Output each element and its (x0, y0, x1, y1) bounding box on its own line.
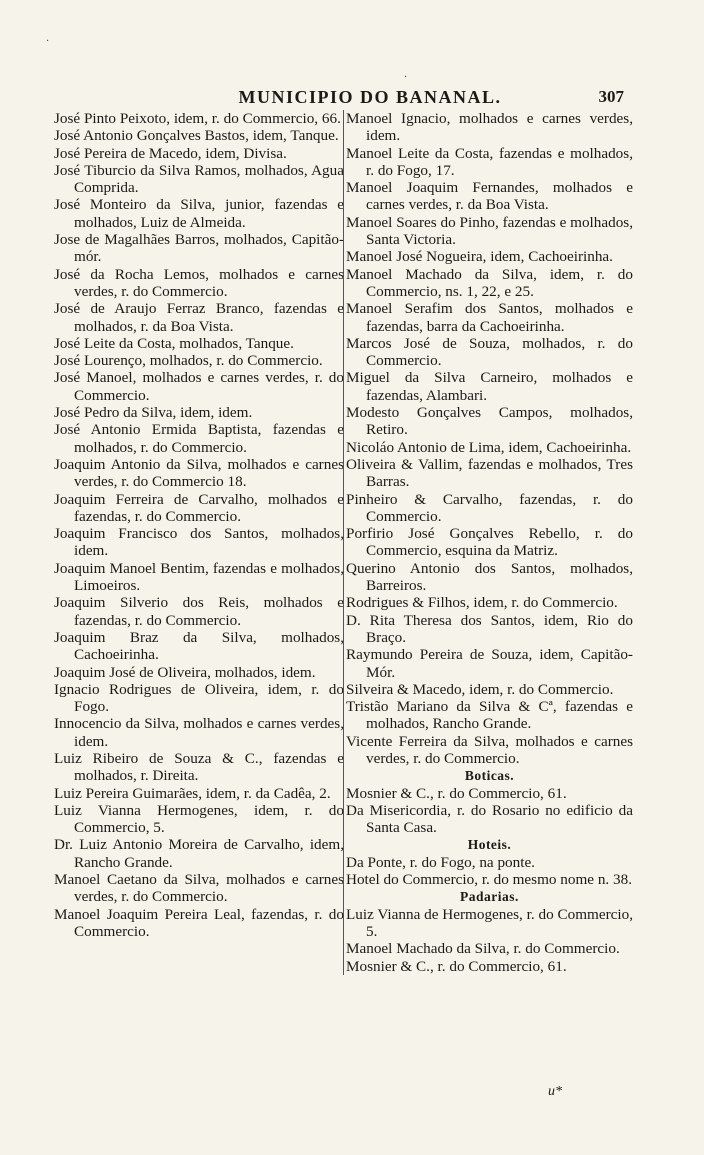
directory-entry: Tristão Mariano da Silva & Cª, fazendas e molhados, Rancho Grande. (346, 698, 633, 733)
directory-entry: José Antonio Gonçalves Bastos, idem, Tanque. (54, 127, 339, 145)
directory-entry: Querino Antonio dos Santos, molhados, Barreiros. (346, 559, 633, 595)
directory-entry: Joaquim José de Oliveira, molhados, idem. (54, 663, 316, 681)
section-heading-padarias: Padarias. (460, 889, 519, 905)
hoteis-list (346, 854, 633, 889)
directory-entry: Vicente Ferreira da Silva, molhados e carnes verdes, r. do Commercio. (346, 732, 633, 767)
directory-entry: Da Misericordia, r. do Rosario no edificio da Santa Casa. (346, 801, 633, 837)
directory-entry: Dr. Luiz Antonio Moreira de Carvalho, idem, Rancho Grande. (54, 836, 344, 871)
directory-entry: Manoel Soares do Pinho, fazendas e molhados, Santa Victoria. (346, 213, 633, 249)
signature-mark: u* (548, 1084, 562, 1099)
directory-entry: Silveira & Macedo, idem, r. do Commercio. (346, 680, 614, 698)
directory-entry: Miguel da Silva Carneiro, molhados e fazendas, Alambari. (346, 369, 633, 404)
directory-entry: Hotel do Commercio, r. do mesmo nome n. 38. (346, 871, 632, 889)
directory-entry: Joaquim Manoel Bentim, fazendas e molhados, Limoeiros. (54, 559, 344, 595)
directory-entry: José Pereira de Macedo, idem, Divisa. (54, 144, 287, 162)
page-header (60, 87, 630, 109)
page-title: MUNICIPIO DO BANANAL. (238, 87, 502, 107)
directory-entry: José Lourenço, molhados, r. do Commercio. (54, 352, 323, 370)
directory-entry: José Leite da Costa, molhados, Tanque. (54, 334, 294, 352)
left-column (54, 110, 344, 940)
boticas-list (346, 785, 633, 837)
directory-entry: José Tiburcio da Silva Ramos, molhados, Agua Comprida. (54, 161, 344, 197)
directory-entry: José Antonio Ermida Baptista, fazendas e molhados, r. do Commercio. (54, 421, 344, 456)
directory-entry: Innocencio da Silva, molhados e carnes verdes, idem. (54, 715, 344, 750)
directory-entry: Jose de Magalhães Barros, molhados, Capitão-mór. (54, 231, 344, 266)
directory-entry: José Pinto Peixoto, idem, r. do Commercio, 66. (54, 110, 341, 127)
directory-entry: Joaquim Francisco dos Santos, molhados, idem. (54, 525, 344, 560)
directory-entry: Joaquim Ferreira de Carvalho, molhados e fazendas, r. do Commercio. (54, 490, 344, 525)
directory-entry: José Monteiro da Silva, junior, fazendas e molhados, Luiz de Almeida. (54, 196, 344, 231)
directory-entry: José da Rocha Lemos, molhados e carnes verdes, r. do Commercio. (54, 265, 344, 300)
print-speck: · (404, 72, 408, 83)
directory-entry: José de Araujo Ferraz Branco, fazendas e molhados, r. da Boa Vista. (54, 300, 344, 335)
directory-entry: D. Rita Theresa dos Santos, idem, Rio do Braço. (346, 611, 633, 646)
section-heading-hoteis: Hoteis. (467, 837, 512, 853)
directory-entry: Joaquim Silverio dos Reis, molhados e fazendas, r. do Commercio. (54, 594, 344, 629)
directory-entry: Mosnier & C., r. do Commercio, 61. (346, 784, 567, 802)
directory-entry: Mosnier & C., r. do Commercio, 61. (346, 957, 567, 975)
directory-entry: Pinheiro & Carvalho, fazendas, r. do Commercio. (346, 490, 633, 525)
directory-entry: Raymundo Pereira de Souza, idem, Capitão-Mór. (346, 646, 633, 681)
directory-entry: Joaquim Braz da Silva, molhados, Cachoeirinha. (54, 628, 344, 664)
directory-entry: Rodrigues & Filhos, idem, r. do Commercio. (346, 594, 618, 612)
directory-entry: Porfirio José Gonçalves Rebello, r. do Commercio, esquina da Matriz. (346, 525, 633, 560)
directory-entry: José Pedro da Silva, idem, idem. (54, 404, 253, 422)
directory-entry: Manoel Caetano da Silva, molhados e carnes verdes, r. do Commercio. (54, 871, 344, 906)
directory-entry: Oliveira & Vallim, fazendas e molhados, Tres Barras. (346, 455, 633, 491)
directory-entry: Manoel Machado da Silva, idem, r. do Commercio, ns. 1, 22, e 25. (346, 265, 633, 300)
directory-entry: Nicoláo Antonio de Lima, idem, Cachoeirinha. (346, 438, 632, 456)
print-speck: · (46, 36, 50, 47)
directory-entry: Manoel Joaquim Fernandes, molhados e carnes verdes, r. da Boa Vista. (346, 179, 633, 214)
directory-entry: José Manoel, molhados e carnes verdes, r. do Commercio. (54, 369, 344, 404)
directory-entry: Modesto Gonçalves Campos, molhados, Retiro. (346, 404, 633, 439)
directory-entry: Luiz Pereira Guimarães, idem, r. da Cadêa, 2. (54, 784, 331, 802)
section-heading-boticas: Boticas. (464, 768, 515, 784)
directory-entry: Luiz Vianna Hermogenes, idem, r. do Commercio, 5. (54, 801, 344, 837)
directory-entry: Manoel José Nogueira, idem, Cachoeirinha. (346, 248, 613, 266)
directory-entry: Luiz Vianna de Hermogenes, r. do Commercio, 5. (346, 905, 633, 940)
page-number: 307 (598, 87, 624, 106)
directory-entry: Manoel Ignacio, molhados e carnes verdes, idem. (346, 110, 633, 145)
directory-entry: Marcos José de Souza, molhados, r. do Commercio. (346, 334, 633, 370)
directory-entry: Da Ponte, r. do Fogo, na ponte. (346, 853, 535, 871)
directory-entry: Ignacio Rodrigues de Oliveira, idem, r. do Fogo. (54, 680, 344, 716)
directory-entry: Manoel Leite da Costa, fazendas e molhados, r. do Fogo, 17. (346, 144, 633, 179)
right-column (343, 110, 633, 975)
directory-entry: Joaquim Antonio da Silva, molhados e carnes verdes, r. do Commercio 18. (54, 455, 344, 491)
directory-entry: Manoel Serafim dos Santos, molhados e fazendas, barra da Cachoeirinha. (346, 300, 633, 335)
directory-entry: Manoel Machado da Silva, r. do Commercio. (346, 940, 620, 958)
directory-entry: Luiz Ribeiro de Souza & C., fazendas e molhados, r. Direita. (54, 749, 344, 785)
padarias-list (346, 906, 633, 975)
merchant-list (346, 110, 633, 767)
directory-entry: Manoel Joaquim Pereira Leal, fazendas, r. do Commercio. (54, 905, 344, 940)
